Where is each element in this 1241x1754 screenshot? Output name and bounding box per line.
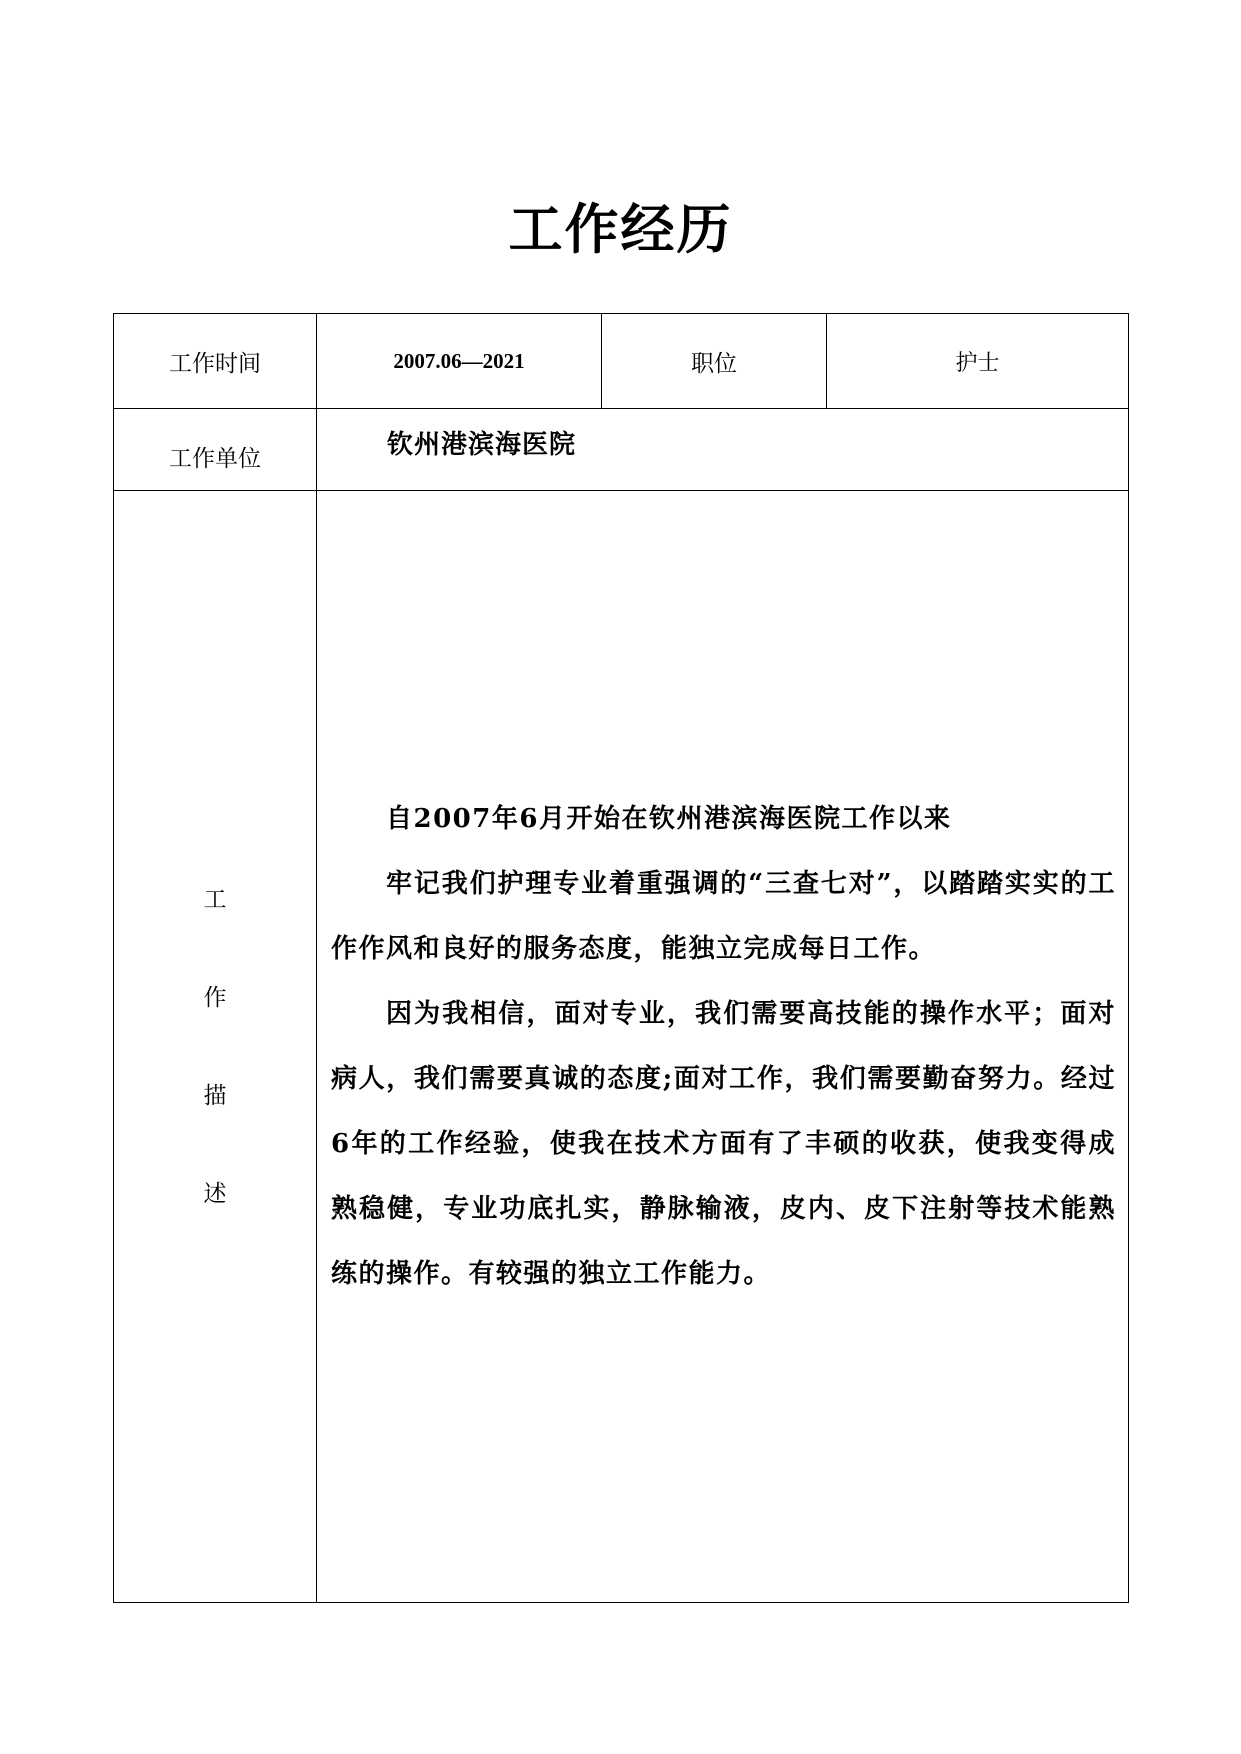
desc-label-char: 述 (203, 1180, 227, 1207)
work-time-label: 工作时间 (114, 314, 317, 409)
description-paragraph: 自2007年6月开始在钦州港滨海医院工作以来 (386, 803, 952, 834)
desc-label-char: 工 (203, 886, 227, 913)
table-row-time-position (114, 314, 1129, 409)
work-description-content (317, 491, 1129, 1603)
work-unit-label: 工作单位 (114, 409, 317, 491)
desc-label-char: 作 (203, 984, 227, 1011)
description-paragraph: 因为我相信，面对专业，我们需要高技能的操作水平；面对病人，我们需要真诚的态度;面对工作，我们需要勤奋努力。经过6年的工作经验，使我在技术方面有了丰硕的收获，使我变得成熟稳健，专业功底扎实，静脉输液，皮内、皮下注射等技术能熟练的操作。有较强的独立工作能力。 (331, 998, 1116, 1289)
work-description-label (114, 491, 317, 1603)
position-label: 职位 (602, 314, 827, 409)
table-row-description (114, 491, 1129, 1603)
page-title: 工作经历 (508, 198, 733, 261)
work-time-value: 2007.06—2021 (317, 314, 602, 409)
work-unit-value: 钦州港滨海医院 (317, 409, 1129, 491)
position-value: 护士 (827, 314, 1129, 409)
description-paragraph: 牢记我们护理专业着重强调的“三查七对”，以踏踏实实的工作作风和良好的服务态度，能独立完成每日工作。 (331, 868, 1116, 964)
work-experience-table (113, 313, 1129, 1603)
table-row-unit (114, 409, 1129, 491)
desc-label-char: 描 (203, 1082, 227, 1109)
